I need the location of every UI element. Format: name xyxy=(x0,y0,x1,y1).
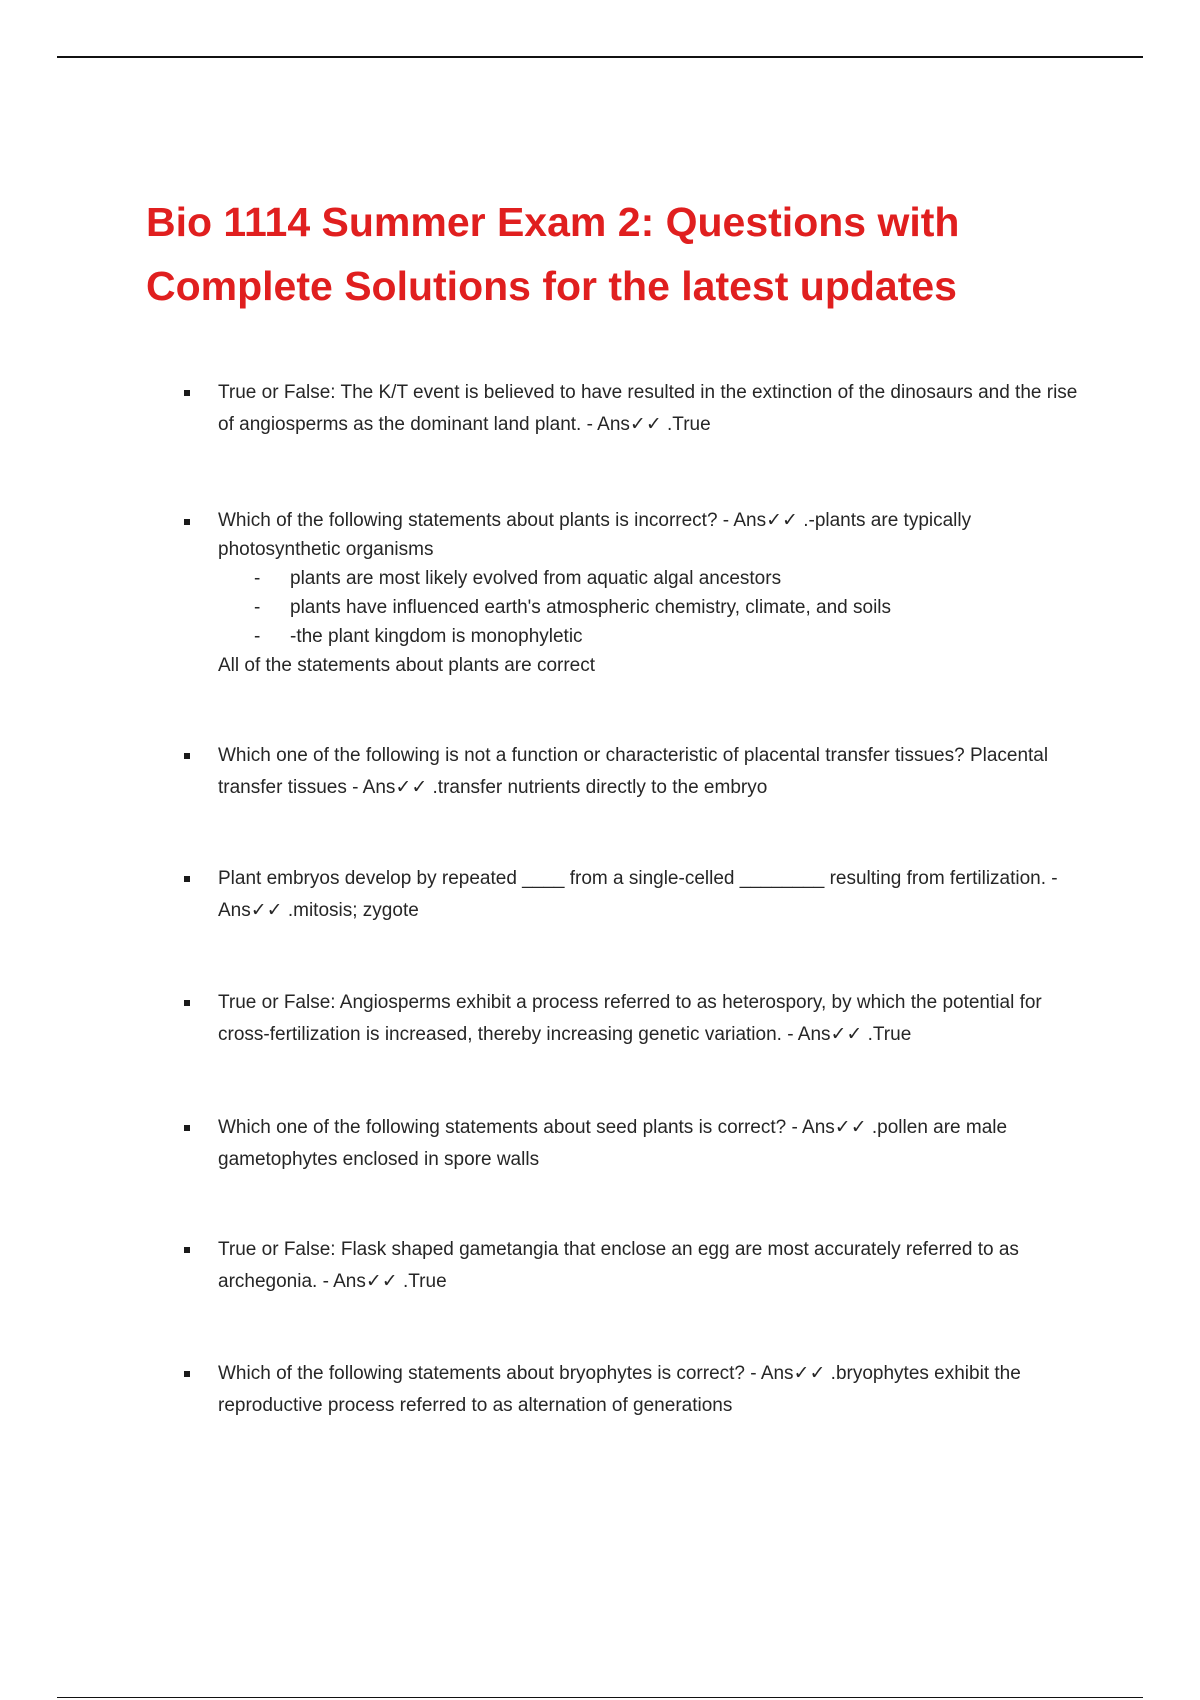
dash-marker: - xyxy=(254,597,261,618)
bullet-icon xyxy=(184,1247,190,1253)
dash-marker: - xyxy=(254,626,261,647)
question-item xyxy=(218,863,1098,927)
question-text: True or False: Flask shaped gametangia that enclose an egg are most accurately referred to as archegonia. - Ans✓✓ .True xyxy=(218,1239,1019,1292)
question-item xyxy=(218,377,1098,441)
bullet-icon xyxy=(184,1125,190,1131)
document-title: Bio 1114 Summer Exam 2: Questions with Complete Solutions for the latest updates xyxy=(146,199,960,309)
question-text: Which one of the following statements about seed plants is correct? - Ans✓✓ .pollen are male gametophytes enclosed in spore walls xyxy=(218,1117,1008,1170)
sub-item xyxy=(218,564,1098,593)
question-item xyxy=(218,987,1098,1051)
sub-item-text: plants are most likely evolved from aquatic algal ancestors xyxy=(290,568,782,589)
question-text: Which one of the following is not a function or characteristic of placental transfer tissues? Placental transfer tissues - Ans✓✓ .transfer nutrients directly to the embryo xyxy=(218,745,1049,798)
question-item xyxy=(218,506,1098,680)
question-text: Which of the following statements about bryophytes is correct? - Ans✓✓ .bryophytes exhibit the reproductive process referred to as alternation of generations xyxy=(218,1363,1021,1416)
bullet-icon xyxy=(184,1371,190,1377)
bullet-icon xyxy=(184,876,190,882)
question-item xyxy=(218,740,1098,804)
bullet-icon xyxy=(184,390,190,396)
bullet-icon xyxy=(184,753,190,759)
bottom-rule xyxy=(57,1697,1143,1698)
question-item xyxy=(218,1112,1098,1176)
question-item xyxy=(218,1358,1098,1422)
sub-item-text: plants have influenced earth's atmospheric chemistry, climate, and soils xyxy=(290,597,892,618)
sub-item xyxy=(218,593,1098,622)
question-followup: All of the statements about plants are correct xyxy=(218,655,596,676)
bullet-icon xyxy=(184,1000,190,1006)
sub-item-text: -the plant kingdom is monophyletic xyxy=(290,626,583,647)
question-text: True or False: Angiosperms exhibit a process referred to as heterospory, by which the potential for cross-fertilization is increased, thereby increasing genetic variation. - Ans✓✓ .True xyxy=(218,992,1042,1045)
question-text: Which of the following statements about plants is incorrect? - Ans✓✓ .-plants are typically photosynthetic organisms xyxy=(218,510,972,560)
dash-marker: - xyxy=(254,568,261,589)
question-text: Plant embryos develop by repeated ____ from a single-celled ________ resulting from fertilization. - Ans✓✓ .mitosis; zygote xyxy=(218,868,1058,921)
question-item xyxy=(218,1234,1098,1298)
bullet-icon xyxy=(184,519,190,525)
sub-item xyxy=(218,622,1098,651)
question-text: True or False: The K/T event is believed to have resulted in the extinction of the dinosaurs and the rise of angiosperms as the dominant land plant. - Ans✓✓ .True xyxy=(218,382,1078,435)
